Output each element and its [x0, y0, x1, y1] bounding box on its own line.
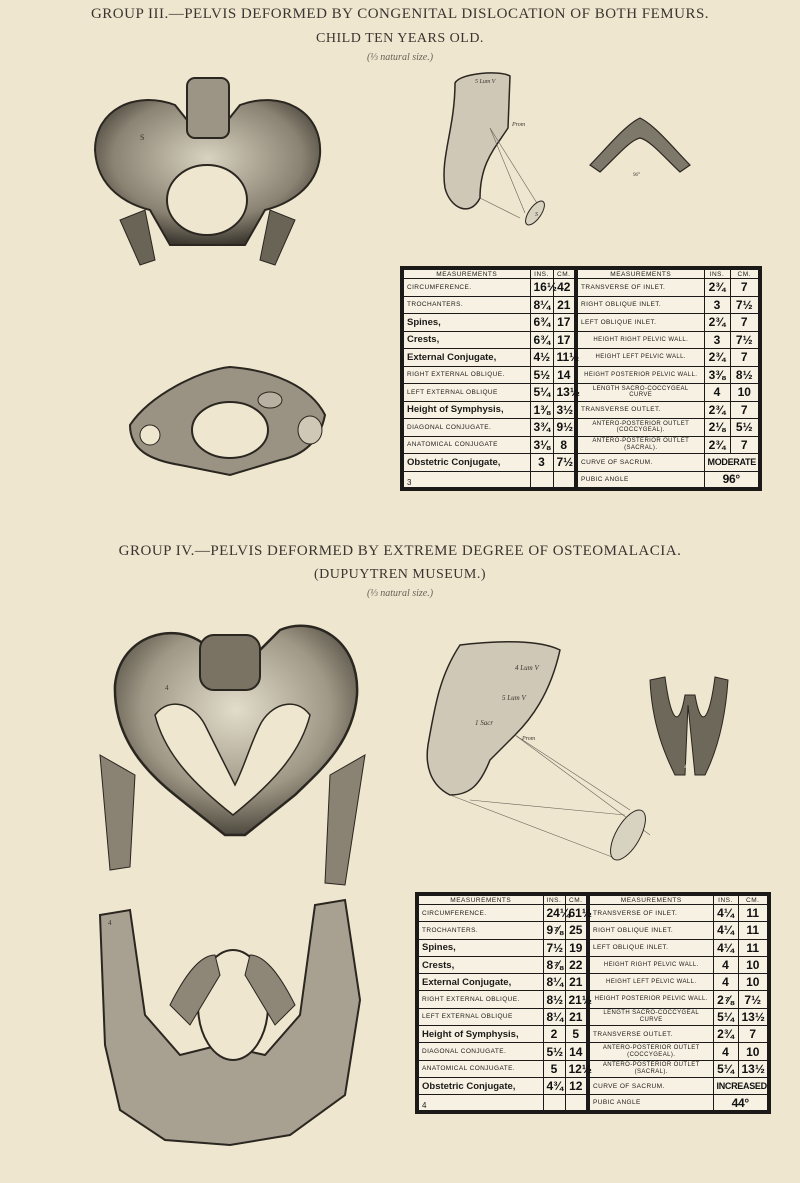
- group4-scale-note: (⅓ natural size.): [366, 588, 434, 599]
- table-row: [417, 1043, 769, 1060]
- left-cm-value: 11½: [553, 349, 576, 367]
- right-ins-value: 2¾: [704, 349, 730, 367]
- empty-cell: [565, 1095, 588, 1112]
- left-measurement-label: Obstetric Conjugate,: [417, 1077, 543, 1094]
- label-angle4: 44°: [684, 765, 691, 770]
- table-row: [402, 471, 760, 489]
- right-cm-value: 13½: [738, 1008, 769, 1025]
- right-measurement-label: HEIGHT POSTERIOR PELVIC WALL.: [588, 991, 713, 1008]
- table-row: [417, 1008, 769, 1025]
- right-cm-value: 7: [738, 1026, 769, 1043]
- right-measurement-label: ANTERO-POSTERIOR OUTLET (COCCYGEAL).: [588, 1043, 713, 1060]
- header-cm-left: CM.: [553, 268, 576, 279]
- right-ins-value: 2¾: [704, 314, 730, 332]
- right-ins-value: 3⅜: [704, 366, 730, 384]
- header-ins-right: INS.: [704, 268, 730, 279]
- left-ins-value: 4¾: [543, 1077, 565, 1094]
- left-ins-value: 5½: [530, 366, 553, 384]
- left-ins-value: 8⅞: [543, 956, 565, 973]
- table-row: [417, 922, 769, 939]
- right-measurement-label: TRANSVERSE OF INLET.: [576, 279, 704, 297]
- right-measurement-label: TRANSVERSE OUTLET.: [576, 401, 704, 419]
- left-ins-value: 8¼: [543, 1008, 565, 1025]
- left-ins-value: 16½: [530, 279, 553, 297]
- right-cm-value: 7: [730, 436, 760, 454]
- right-measurement-label: HEIGHT LEFT PELVIC WALL.: [588, 974, 713, 991]
- right-ins-value: 2⅛: [704, 419, 730, 437]
- group3-measurements-table: [400, 266, 762, 491]
- right-ins-value: 2¾: [704, 436, 730, 454]
- left-cm-value: 21: [553, 296, 576, 314]
- right-cm-value: 10: [738, 1043, 769, 1060]
- label-4-left: 4: [165, 684, 169, 692]
- table-row: [417, 1077, 769, 1094]
- left-cm-value: 13½: [553, 384, 576, 402]
- left-cm-value: 25: [565, 922, 588, 939]
- left-measurement-label: External Conjugate,: [417, 974, 543, 991]
- right-ins-value: 4¼: [713, 922, 738, 939]
- group4-subtitle: (DUPUYTREN MUSEUM.): [313, 567, 487, 582]
- left-measurement-label: External Conjugate,: [402, 349, 530, 367]
- left-measurement-label: TROCHANTERS.: [402, 296, 530, 314]
- left-ins-value: 4½: [530, 349, 553, 367]
- right-cm-value: 7½: [730, 296, 760, 314]
- left-measurement-label: RIGHT EXTERNAL OBLIQUE.: [417, 991, 543, 1008]
- group4-pelvis-front-figure: [95, 605, 375, 890]
- right-measurement-label: CURVE OF SACRUM.: [588, 1077, 713, 1094]
- left-measurement-label: ANATOMICAL CONJUGATE: [402, 436, 530, 454]
- label-lumv: 5 Lum V: [475, 79, 496, 85]
- label-prom4: Prom: [522, 736, 536, 742]
- right-measurement-label: TRANSVERSE OF INLET.: [588, 905, 713, 922]
- label-prom: Prom: [512, 122, 526, 128]
- table-row: [402, 296, 760, 314]
- group4-measurements-table: [415, 892, 771, 1114]
- left-ins-value: 8½: [543, 991, 565, 1008]
- left-measurement-label: ANATOMICAL CONJUGATE.: [417, 1060, 543, 1077]
- header-measurements-right: MEASUREMENTS: [588, 894, 713, 905]
- empty-cell: [543, 1095, 565, 1112]
- left-cm-value: 17: [553, 331, 576, 349]
- left-ins-value: 3⅛: [530, 436, 553, 454]
- table-row: [402, 331, 760, 349]
- right-ins-value: 5¼: [713, 1060, 738, 1077]
- label-angle: 96°: [633, 173, 640, 178]
- plate-number: 3: [402, 471, 530, 489]
- left-measurement-label: LEFT EXTERNAL OBLIQUE: [417, 1008, 543, 1025]
- right-ins-value: 2¾: [704, 279, 730, 297]
- left-cm-value: 42: [553, 279, 576, 297]
- left-ins-value: 8¼: [543, 974, 565, 991]
- group3-sagittal-diagram: [440, 68, 560, 228]
- left-cm-value: 21: [565, 1008, 588, 1025]
- table-row: [417, 956, 769, 973]
- left-cm-value: 12: [565, 1077, 588, 1094]
- right-measurement-label: LENGTH SACRO-COCCYGEAL CURVE: [576, 384, 704, 402]
- left-cm-value: 21: [565, 974, 588, 991]
- right-ins-value: 4: [713, 956, 738, 973]
- right-cm-value: 13½: [738, 1060, 769, 1077]
- table-row: [417, 991, 769, 1008]
- table-row: [402, 436, 760, 454]
- group3-scale-note: (⅓ natural size.): [366, 52, 434, 63]
- left-measurement-label: Crests,: [417, 956, 543, 973]
- right-measurement-label: RIGHT OBLIQUE INLET.: [588, 922, 713, 939]
- left-ins-value: 9⅞: [543, 922, 565, 939]
- right-measurement-label: LEFT OBLIQUE INLET.: [588, 939, 713, 956]
- empty-cell: [530, 471, 553, 489]
- left-ins-value: 5½: [543, 1043, 565, 1060]
- group4-title: GROUP IV.—PELVIS DEFORMED BY EXTREME DEGREE OF OSTEOMALACIA.: [118, 543, 682, 559]
- group3-pelvis-front-figure: [85, 70, 330, 270]
- right-merged-value: INCREASED: [713, 1077, 769, 1094]
- table-row: [417, 1060, 769, 1077]
- group4-pubic-arch-diagram: [640, 665, 735, 780]
- table-row: [402, 349, 760, 367]
- right-ins-value: 3: [704, 331, 730, 349]
- right-ins-value: 4¼: [713, 905, 738, 922]
- right-cm-value: 7: [730, 349, 760, 367]
- right-measurement-label: ANTERO-POSTERIOR OUTLET (SACRAL).: [576, 436, 704, 454]
- right-measurement-label: PUBIC ANGLE: [588, 1095, 713, 1112]
- group3-subtitle: CHILD TEN YEARS OLD.: [316, 31, 484, 46]
- right-measurement-label: HEIGHT RIGHT PELVIC WALL.: [588, 956, 713, 973]
- right-cm-value: 7: [730, 401, 760, 419]
- left-cm-value: 17: [553, 314, 576, 332]
- label-5lumv: 5 Lum V: [502, 694, 526, 702]
- left-cm-value: 19: [565, 939, 588, 956]
- left-measurement-label: LEFT EXTERNAL OBLIQUE: [402, 384, 530, 402]
- left-measurement-label: Spines,: [402, 314, 530, 332]
- right-cm-value: 7: [730, 314, 760, 332]
- right-measurement-label: PUBIC ANGLE: [576, 471, 704, 489]
- left-cm-value: 12½: [565, 1060, 588, 1077]
- table-row: [417, 939, 769, 956]
- table-row: [402, 419, 760, 437]
- header-measurements-left: MEASUREMENTS: [402, 268, 530, 279]
- left-cm-value: 61½: [565, 905, 588, 922]
- left-ins-value: 8¼: [530, 296, 553, 314]
- table-row: [417, 1095, 769, 1112]
- left-measurement-label: RIGHT EXTERNAL OBLIQUE.: [402, 366, 530, 384]
- left-cm-value: 5: [565, 1026, 588, 1043]
- right-merged-value: 44°: [713, 1095, 769, 1112]
- label-4-bottom: 4: [108, 919, 112, 927]
- right-measurement-label: LENGTH SACRO-COCCYGEAL CURVE: [588, 1008, 713, 1025]
- right-measurement-label: TRANSVERSE OUTLET.: [588, 1026, 713, 1043]
- right-measurement-label: ANTERO-POSTERIOR OUTLET (COCCYGEAL).: [576, 419, 704, 437]
- right-cm-value: 11: [738, 905, 769, 922]
- table-row: [417, 974, 769, 991]
- right-measurement-label: RIGHT OBLIQUE INLET.: [576, 296, 704, 314]
- right-ins-value: 4¼: [713, 939, 738, 956]
- right-measurement-label: HEIGHT RIGHT PELVIC WALL.: [576, 331, 704, 349]
- right-ins-value: 2¾: [704, 401, 730, 419]
- right-ins-value: 4: [713, 974, 738, 991]
- right-measurement-label: CURVE OF SACRUM.: [576, 454, 704, 472]
- left-ins-value: 5: [543, 1060, 565, 1077]
- header-measurements-right: MEASUREMENTS: [576, 268, 704, 279]
- label-s-left: S: [140, 133, 145, 142]
- header-cm-left: CM.: [565, 894, 588, 905]
- left-cm-value: 14: [565, 1043, 588, 1060]
- right-ins-value: 4: [713, 1043, 738, 1060]
- left-ins-value: 7½: [543, 939, 565, 956]
- group4-sagittal-diagram: [420, 635, 660, 870]
- header-ins-left: INS.: [530, 268, 553, 279]
- header-measurements-left: MEASUREMENTS: [417, 894, 543, 905]
- right-cm-value: 10: [738, 956, 769, 973]
- right-cm-value: 7½: [738, 991, 769, 1008]
- label-sacr: S: [535, 212, 538, 218]
- table-row: [402, 384, 760, 402]
- right-ins-value: 2¾: [713, 1026, 738, 1043]
- right-measurement-label: ANTERO-POSTERIOR OUTLET (SACRAL).: [588, 1060, 713, 1077]
- left-measurement-label: Crests,: [402, 331, 530, 349]
- header-cm-right: CM.: [738, 894, 769, 905]
- left-measurement-label: Height of Symphysis,: [402, 401, 530, 419]
- right-cm-value: 10: [730, 384, 760, 402]
- group3-title: GROUP III.—PELVIS DEFORMED BY CONGENITAL DISLOCATION OF BOTH FEMURS.: [90, 6, 710, 22]
- table-row: [402, 366, 760, 384]
- left-ins-value: 2: [543, 1026, 565, 1043]
- left-measurement-label: Height of Symphysis,: [417, 1026, 543, 1043]
- table-row: [402, 314, 760, 332]
- plate-number: 4: [417, 1095, 543, 1112]
- left-cm-value: 22: [565, 956, 588, 973]
- left-cm-value: 9½: [553, 419, 576, 437]
- table-row: [402, 401, 760, 419]
- left-cm-value: 7½: [553, 454, 576, 472]
- left-ins-value: 5¼: [530, 384, 553, 402]
- left-ins-value: 6¾: [530, 331, 553, 349]
- table-row: [417, 905, 769, 922]
- left-measurement-label: CIRCUMFERENCE.: [417, 905, 543, 922]
- right-cm-value: 11: [738, 922, 769, 939]
- table-row: [402, 454, 760, 472]
- right-ins-value: 5¼: [713, 1008, 738, 1025]
- left-measurement-label: Spines,: [417, 939, 543, 956]
- right-cm-value: 11: [738, 939, 769, 956]
- group3-pelvis-top-figure: [120, 355, 335, 480]
- left-ins-value: 3¾: [530, 419, 553, 437]
- right-ins-value: 2⅞: [713, 991, 738, 1008]
- left-cm-value: 3½: [553, 401, 576, 419]
- header-ins-left: INS.: [543, 894, 565, 905]
- left-measurement-label: DIAGONAL CONJUGATE.: [417, 1043, 543, 1060]
- left-ins-value: 1⅜: [530, 401, 553, 419]
- right-merged-value: MODERATE: [704, 454, 760, 472]
- header-ins-right: INS.: [713, 894, 738, 905]
- header-cm-right: CM.: [730, 268, 760, 279]
- left-cm-value: 21½: [565, 991, 588, 1008]
- right-cm-value: 7½: [730, 331, 760, 349]
- right-ins-value: 3: [704, 296, 730, 314]
- left-measurement-label: CIRCUMFERENCE.: [402, 279, 530, 297]
- label-4lumv: 4 Lum V: [515, 664, 539, 672]
- label-1sacr: 1 Sacr: [475, 719, 494, 727]
- left-measurement-label: DIAGONAL CONJUGATE.: [402, 419, 530, 437]
- left-ins-value: 6¾: [530, 314, 553, 332]
- right-cm-value: 7: [730, 279, 760, 297]
- empty-cell: [553, 471, 576, 489]
- right-cm-value: 8½: [730, 366, 760, 384]
- left-measurement-label: Obstetric Conjugate,: [402, 454, 530, 472]
- right-measurement-label: LEFT OBLIQUE INLET.: [576, 314, 704, 332]
- left-cm-value: 8: [553, 436, 576, 454]
- right-cm-value: 5½: [730, 419, 760, 437]
- left-measurement-label: TROCHANTERS.: [417, 922, 543, 939]
- left-ins-value: 3: [530, 454, 553, 472]
- left-ins-value: 24¼: [543, 905, 565, 922]
- group3-pubic-arch-diagram: [585, 110, 695, 180]
- group4-pelvis-bottom-figure: [90, 895, 370, 1150]
- right-measurement-label: HEIGHT POSTERIOR PELVIC WALL.: [576, 366, 704, 384]
- right-merged-value: 96°: [704, 471, 760, 489]
- right-cm-value: 10: [738, 974, 769, 991]
- left-cm-value: 14: [553, 366, 576, 384]
- table-row: [417, 1026, 769, 1043]
- right-ins-value: 4: [704, 384, 730, 402]
- right-measurement-label: HEIGHT LEFT PELVIC WALL.: [576, 349, 704, 367]
- table-row: [402, 279, 760, 297]
